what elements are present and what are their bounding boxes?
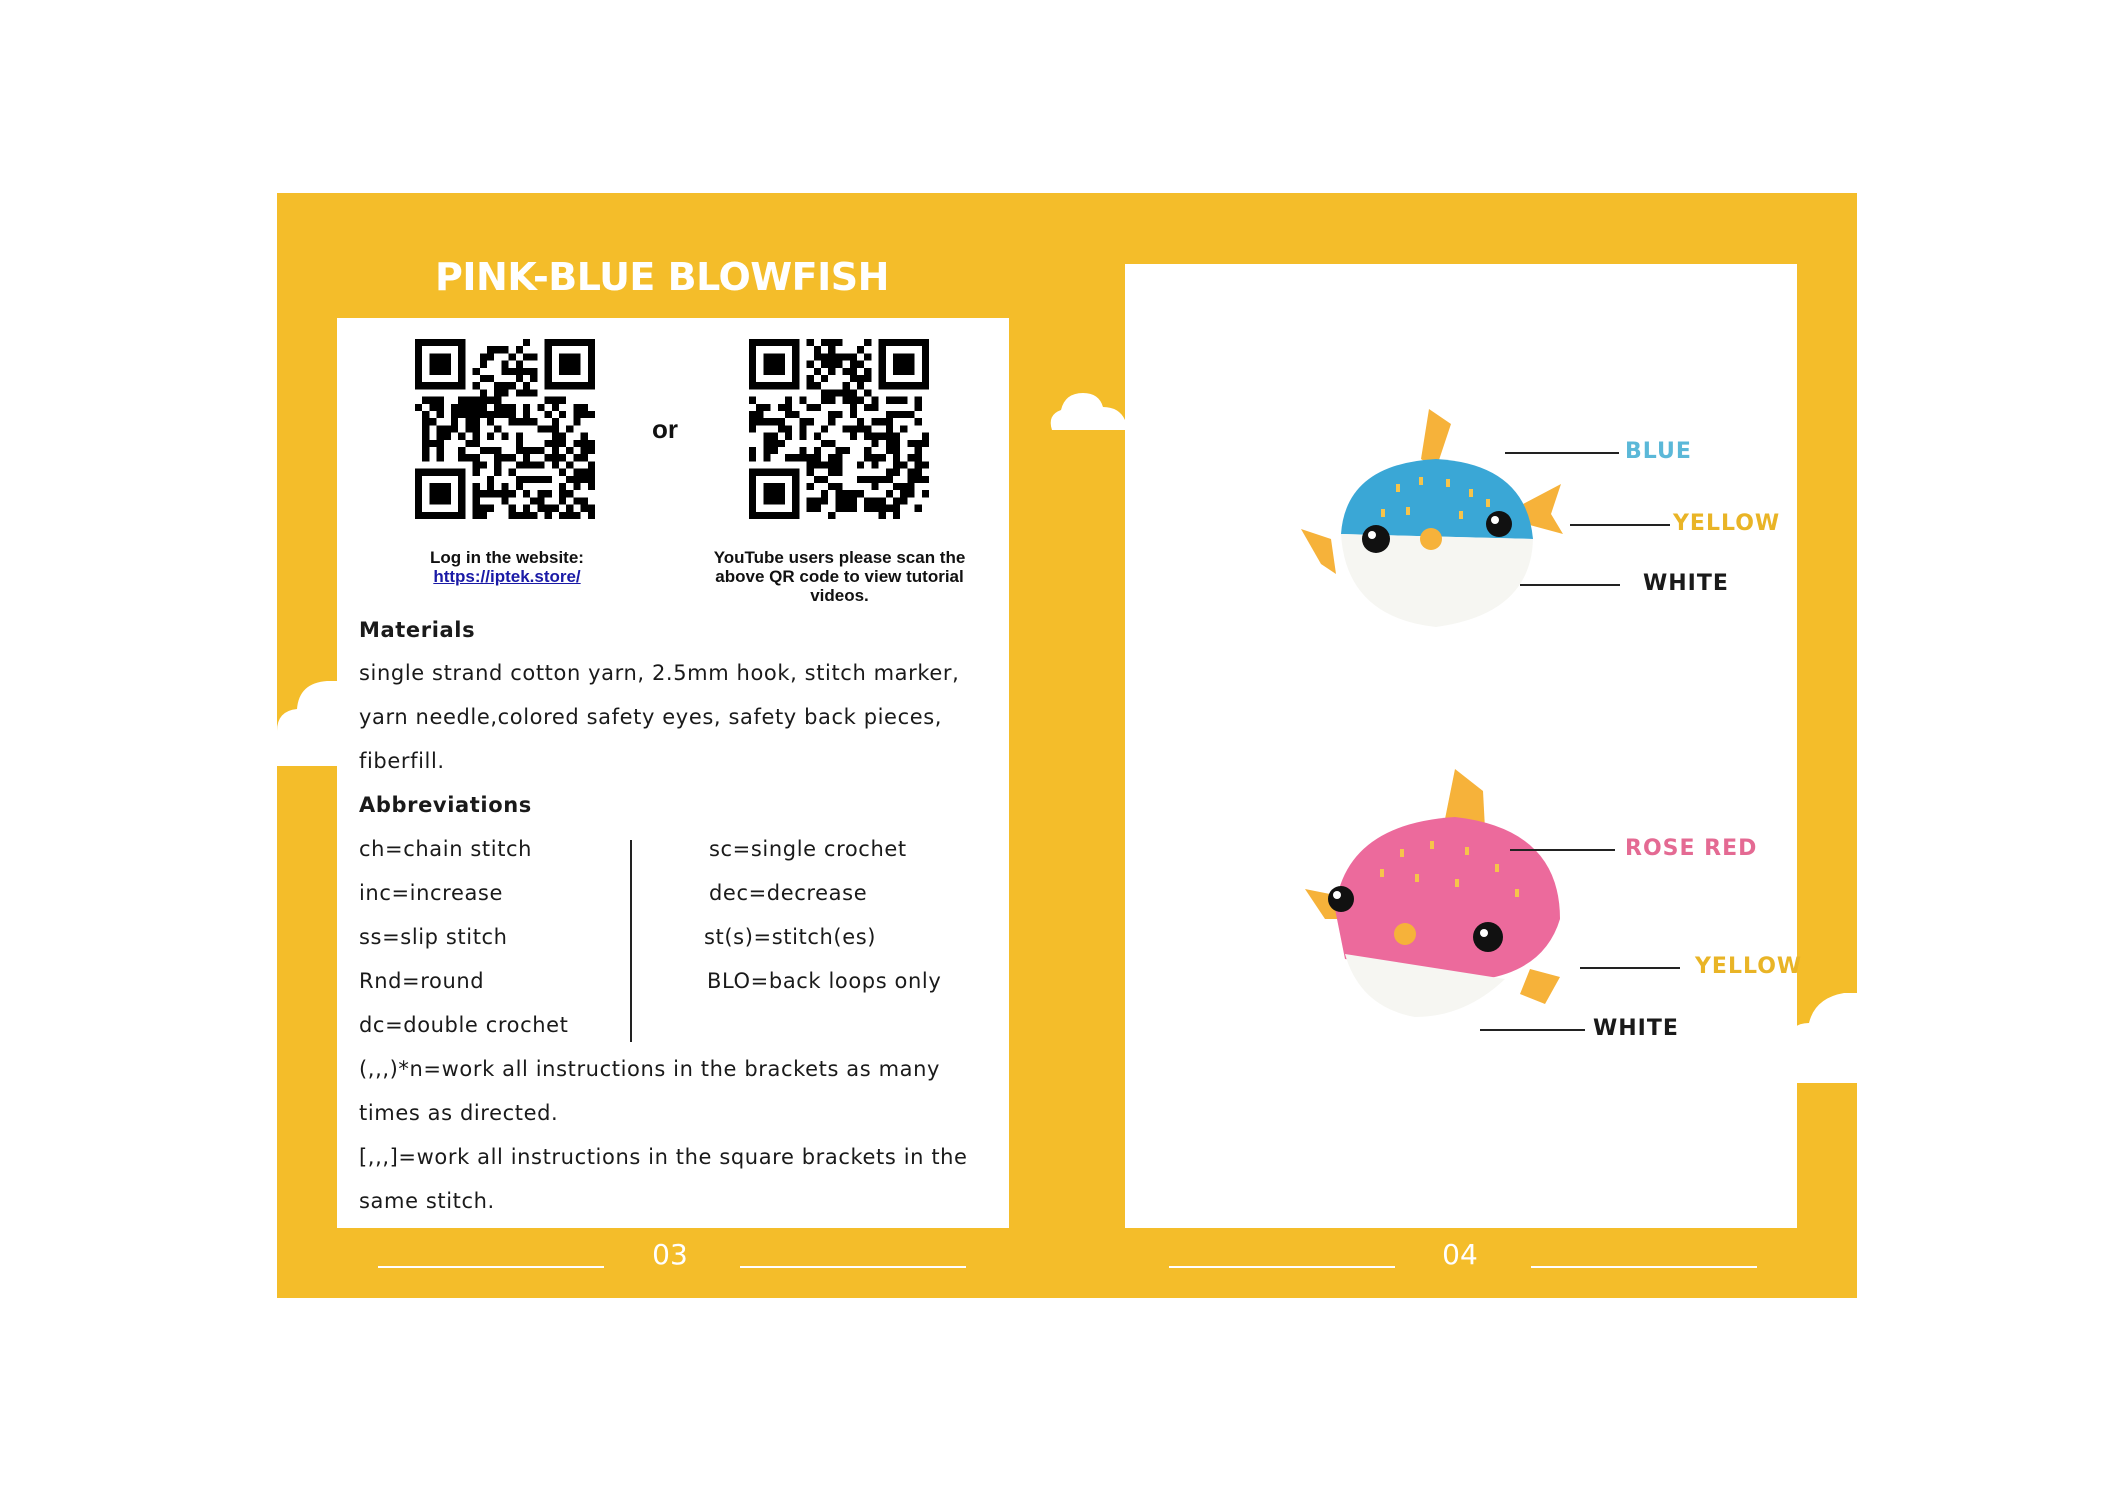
instructions-card xyxy=(337,318,1009,1228)
cloud-decoration-right xyxy=(1789,988,1857,1088)
callout-label-yellow: YELLOW xyxy=(1695,954,1803,979)
footer-rule xyxy=(1169,1266,1395,1268)
abbreviation-item: Rnd=round xyxy=(359,969,485,993)
qr-separator: or xyxy=(652,414,678,444)
notes-line: times as directed. xyxy=(359,1101,559,1125)
callout-line xyxy=(1510,849,1615,851)
qr-code-website[interactable] xyxy=(415,339,595,519)
callout-label-white: WHITE xyxy=(1643,571,1729,596)
cloud-decoration-left xyxy=(277,671,337,771)
footer-rule xyxy=(378,1266,604,1268)
footer-rule xyxy=(1531,1266,1757,1268)
callout-line xyxy=(1480,1029,1585,1031)
abbreviation-item: ch=chain stitch xyxy=(359,837,533,861)
fish-photo-card xyxy=(1125,264,1803,1228)
callout-line xyxy=(1505,452,1619,454)
website-caption-text: Log in the website: xyxy=(430,548,584,567)
website-link[interactable]: https://iptek.store/ xyxy=(433,567,581,586)
page-number-left: 03 xyxy=(652,1238,688,1271)
abbreviations-divider xyxy=(630,840,632,1042)
materials-heading: Materials xyxy=(359,618,476,642)
abbreviation-item: st(s)=stitch(es) xyxy=(704,925,877,949)
abbreviation-item: ss=slip stitch xyxy=(359,925,508,949)
notes-line: same stitch. xyxy=(359,1189,495,1213)
abbreviation-item: inc=increase xyxy=(359,881,503,905)
materials-line: yarn needle,colored safety eyes, safety back pieces, xyxy=(359,705,943,729)
callout-line xyxy=(1520,584,1620,586)
callout-label-white: WHITE xyxy=(1593,1016,1679,1041)
footer-rule xyxy=(740,1266,966,1268)
materials-line: fiberfill. xyxy=(359,749,445,773)
page-number-right: 04 xyxy=(1442,1238,1478,1271)
callout-line xyxy=(1580,967,1680,969)
abbreviation-item: dec=decrease xyxy=(709,881,868,905)
materials-line: single strand cotton yarn, 2.5mm hook, stitch marker, xyxy=(359,661,960,685)
website-caption xyxy=(377,548,637,586)
notes-line: [,,,]=work all instructions in the square brackets in the xyxy=(359,1145,968,1169)
abbreviations-heading: Abbreviations xyxy=(359,793,532,817)
abbreviation-item: sc=single crochet xyxy=(709,837,907,861)
callout-label-rose-red: ROSE RED xyxy=(1625,836,1758,861)
cloud-decoration-middle xyxy=(1047,385,1127,435)
blue-blowfish-image xyxy=(1301,389,1601,649)
booklet-spread xyxy=(277,193,1857,1298)
callout-line xyxy=(1570,524,1670,526)
pink-blowfish-image xyxy=(1305,769,1615,1039)
qr-code-youtube[interactable] xyxy=(749,339,929,519)
abbreviation-item: BLO=back loops only xyxy=(707,969,942,993)
notes-line: (,,,)*n=work all instructions in the brackets as many xyxy=(359,1057,941,1081)
page-title: PINK-BLUE BLOWFISH xyxy=(435,255,889,299)
abbreviation-item: dc=double crochet xyxy=(359,1013,569,1037)
callout-label-yellow: YELLOW xyxy=(1673,511,1781,536)
callout-label-blue: BLUE xyxy=(1625,439,1692,464)
youtube-caption: YouTube users please scan the above QR code to view tutorial videos. xyxy=(713,548,966,605)
